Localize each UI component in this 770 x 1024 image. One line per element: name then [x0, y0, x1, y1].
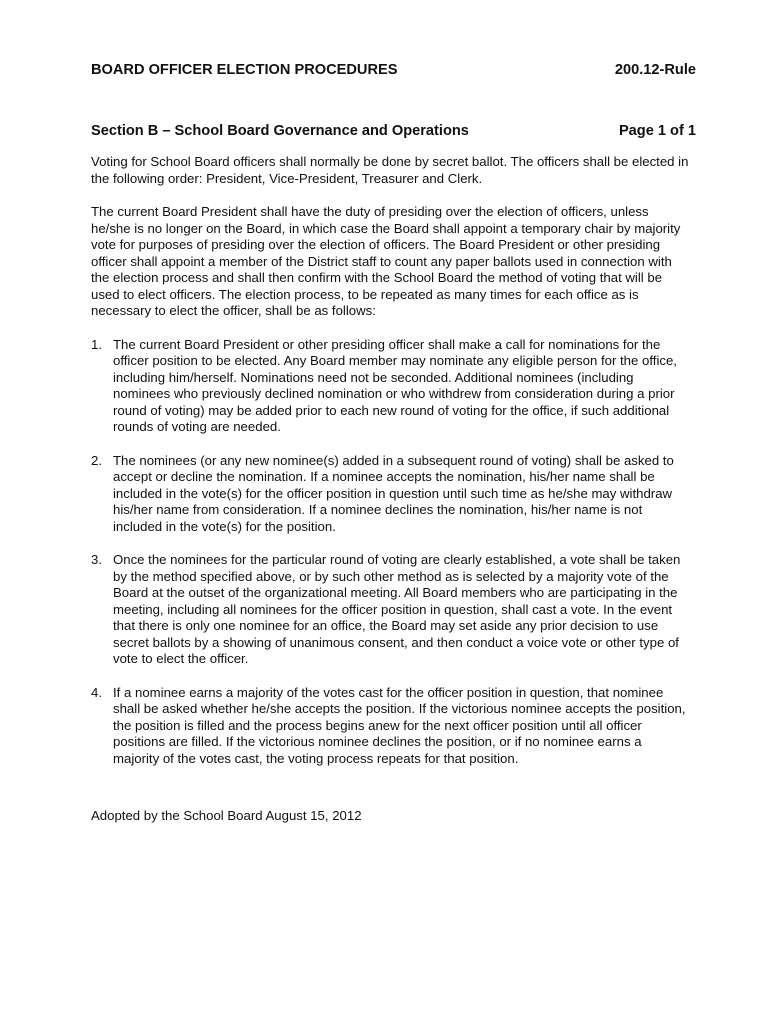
list-item — [91, 453, 691, 536]
list-item-number: 2. — [91, 452, 102, 468]
list-item-text: Once the nominees for the particular round of voting are clearly established, a vote shall be taken by the method specified above, or by such other method as is selected by a majority vote of the Board at the outset of the organizational meeting. All Board members who are participating in the meeting, including all nominees for the officer position in question, shall cast a vote. In the event that there is only one nominee for an office, the Board may set aside any prior decision to use secret ballots by a showing of unanimous consent, and then conduct a voice vote or other type of vote to elect the officer. — [113, 552, 681, 666]
list-item-text: The current Board President or other presiding officer shall make a call for nominations for the officer position to be elected. Any Board member may nominate any eligible person for the office, including him/herself. Nominations need not be seconded. Additional nominees (including nominees who previously declined nomination or who withdrew from consideration during a prior round of voting) may be added prior to each new round of voting for the office, if such additional rounds of voting are needed. — [113, 336, 677, 434]
document-title: BOARD OFFICER ELECTION PROCEDURES — [91, 62, 398, 78]
section-title: Section B – School Board Governance and Operations — [91, 123, 469, 139]
list-item — [91, 552, 691, 668]
section-header — [91, 123, 696, 140]
list-item-number: 1. — [91, 336, 102, 352]
list-item-text: If a nominee earns a majority of the votes cast for the officer position in question, that nominee shall be asked whether he/she accepts the position. If the victorious nominee accepts the position, the position is filled and the process begins anew for the next officer position until all officer positions are filled. If the victorious nominee declines the position, or if no nominee earns a majority of the votes cast, the voting process repeats for that position. — [113, 684, 686, 766]
presiding-paragraph: The current Board President shall have the duty of presiding over the election of officers, unless he/she is no longer on the Board, in which case the Board shall appoint a temporary chair by majority vote for purposes of presiding over the election of officers. The Board President or other presiding officer shall appoint a member of the District staff to count any paper ballots used in connection with the election process and shall then confirm with the School Board the method of voting that will be used to elect officers. The election process, to be repeated as many times for each office as is necessary to elect the officer, shall be as follows: — [91, 204, 681, 318]
list-item-number: 4. — [91, 684, 102, 700]
rule-number: 200.12-Rule — [614, 62, 696, 78]
page-indicator: Page 1 of 1 — [618, 123, 696, 139]
list-item — [91, 337, 691, 436]
document-header — [91, 62, 696, 79]
list-item-text: The nominees (or any new nominee(s) added in a subsequent round of voting) shall be asked to accept or decline the nomination. If a nominee accepts the nomination, his/her name shall be included in the vote(s) for the officer position in question until such time as he/she may withdraw his/her name from consideration. If a nominee declines the nomination, his/her name is not included in the vote(s) for the position. — [113, 452, 674, 534]
document-body — [91, 154, 691, 784]
list-item — [91, 685, 691, 768]
procedure-list — [91, 337, 691, 768]
adoption-note: Adopted by the School Board August 15, 2012 — [91, 808, 362, 823]
intro-paragraph: Voting for School Board officers shall normally be done by secret ballot. The officers shall be elected in the following order: President, Vice-President, Treasurer and Clerk. — [91, 154, 689, 186]
list-item-number: 3. — [91, 552, 102, 567]
